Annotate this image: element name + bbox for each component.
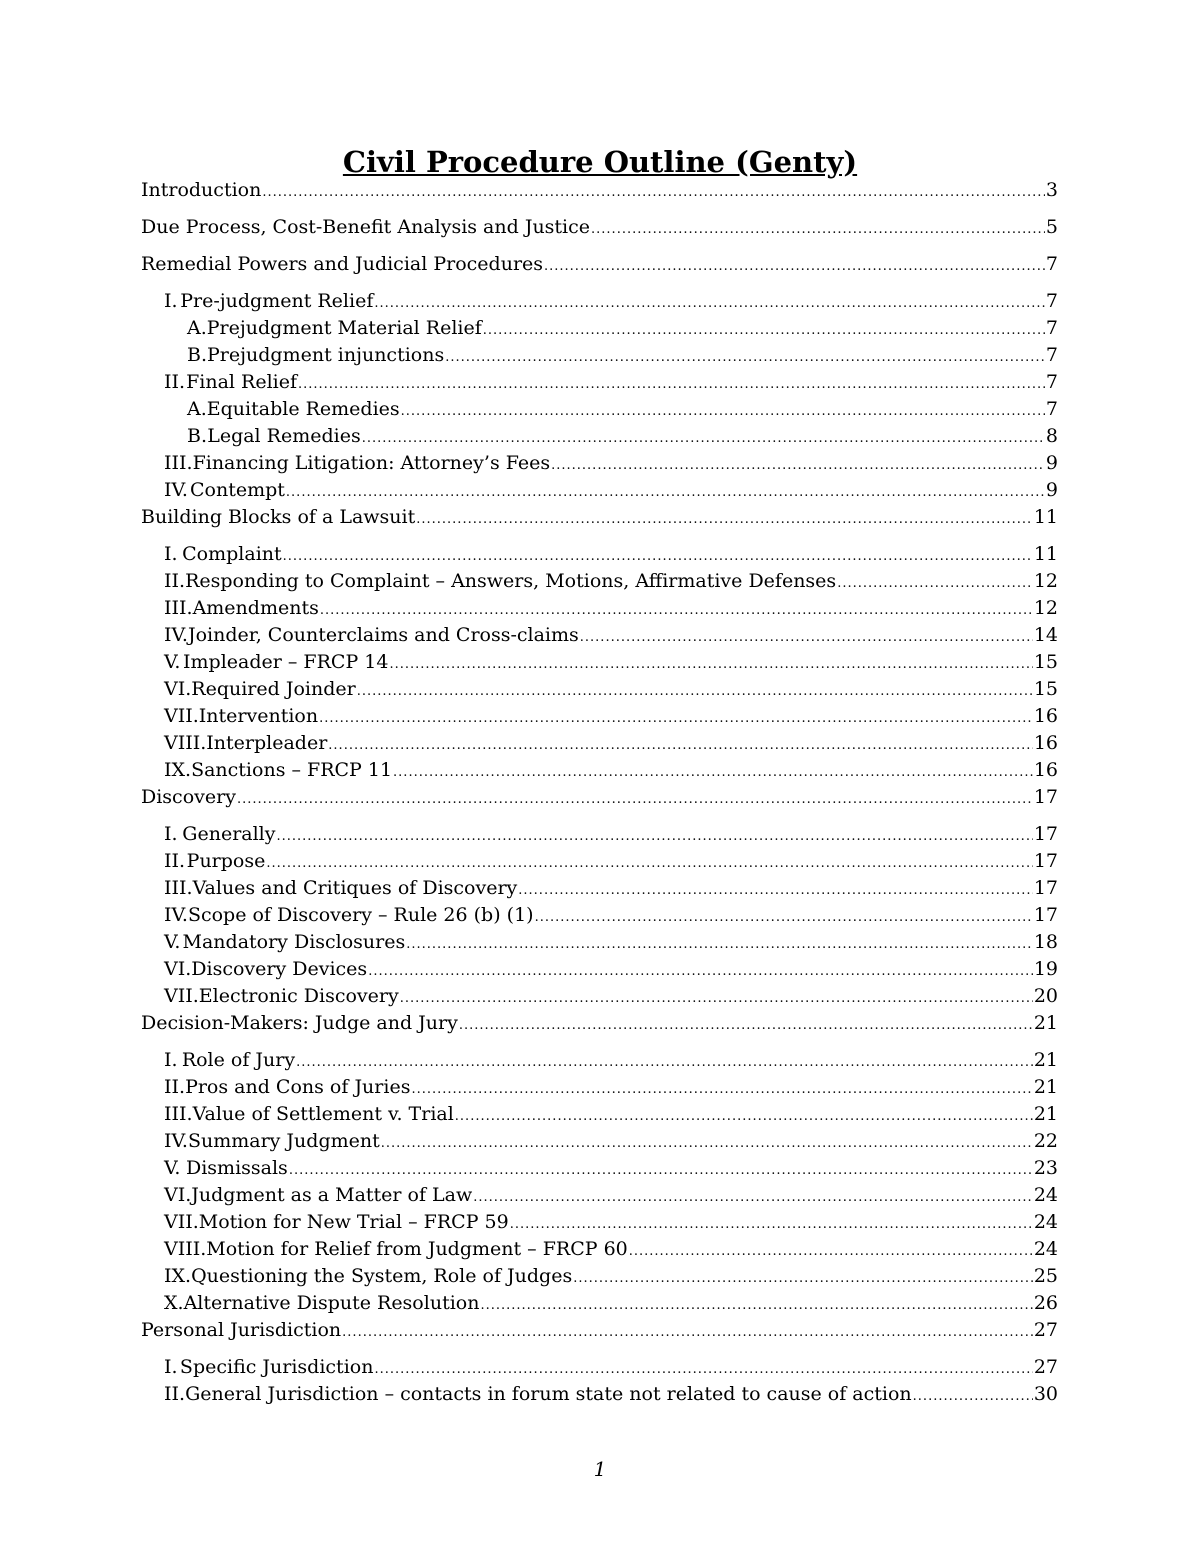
toc-section-entry[interactable] <box>141 1317 1058 1344</box>
toc-entry-label: Financing Litigation: Attorney’s Fees <box>192 452 551 474</box>
toc-dot-leader <box>473 1184 1033 1209</box>
toc-entry-page: 15 <box>1033 678 1058 700</box>
toc-dot-leader <box>262 179 1045 204</box>
toc-subsection-entry[interactable] <box>141 821 1058 848</box>
toc-dot-leader <box>374 1356 1032 1381</box>
toc-entry-number: I. <box>164 543 178 565</box>
toc-entry-page: 7 <box>1045 290 1058 312</box>
toc-entry-page: 21 <box>1033 1012 1058 1034</box>
toc-subsection-entry[interactable] <box>141 1381 1058 1408</box>
toc-entry-number: A. <box>187 398 207 420</box>
toc-entry-number: I. <box>164 1049 178 1071</box>
toc-entry-page: 24 <box>1033 1238 1058 1260</box>
toc-entry-label: Questioning the System, Role of Judges <box>191 1265 573 1287</box>
toc-dot-leader <box>319 705 1033 730</box>
toc-entry-page: 7 <box>1045 253 1058 275</box>
toc-subsection-entry[interactable] <box>141 595 1058 622</box>
toc-subsection-entry[interactable] <box>141 929 1058 956</box>
toc-entry-label: Dismissals <box>186 1157 288 1179</box>
toc-section-entry[interactable] <box>141 784 1058 811</box>
toc-dot-leader <box>320 597 1033 622</box>
toc-subsection-entry[interactable] <box>141 703 1058 730</box>
toc-dot-leader <box>535 904 1033 929</box>
toc-entry-number: IV. <box>164 624 188 646</box>
toc-entry-label: Values and Critiques of Discovery <box>192 877 518 899</box>
toc-subsection-entry[interactable] <box>141 956 1058 983</box>
toc-entry-page: 5 <box>1045 216 1058 238</box>
toc-entry-page: 24 <box>1033 1211 1058 1233</box>
toc-entry-label: Introduction <box>141 179 262 201</box>
toc-dot-leader <box>393 759 1033 784</box>
toc-dot-leader <box>342 1319 1033 1344</box>
toc-entry-page: 25 <box>1033 1265 1058 1287</box>
toc-entry-number: III. <box>164 877 193 899</box>
toc-dot-leader <box>286 479 1045 504</box>
toc-subsection-entry[interactable] <box>141 875 1058 902</box>
toc-dot-leader <box>837 570 1033 595</box>
toc-entry-page: 23 <box>1033 1157 1058 1179</box>
toc-entry-page: 12 <box>1033 597 1058 619</box>
toc-entry-label: Final Relief <box>186 371 297 393</box>
toc-entry-number: I. <box>164 1356 178 1378</box>
toc-dot-leader <box>400 985 1033 1010</box>
toc-entry-page: 7 <box>1045 344 1058 366</box>
toc-dot-leader <box>580 624 1033 649</box>
toc-entry-label: Equitable Remedies <box>206 398 400 420</box>
toc-entry-label: Mandatory Disclosures <box>182 931 406 953</box>
toc-entry-label: Motion for Relief from Judgment – FRCP 60 <box>206 1238 628 1260</box>
toc-subsection-entry[interactable] <box>141 1155 1058 1182</box>
toc-subitem-entry[interactable] <box>141 396 1058 423</box>
toc-dot-leader <box>445 344 1045 369</box>
toc-subitem-entry[interactable] <box>141 342 1058 369</box>
toc-entry-page: 17 <box>1033 877 1058 899</box>
toc-section-entry[interactable] <box>141 504 1058 531</box>
toc-entry-page: 7 <box>1045 371 1058 393</box>
toc-dot-leader <box>411 1076 1032 1101</box>
toc-subsection-entry[interactable] <box>141 1128 1058 1155</box>
toc-entry-label: Discovery Devices <box>191 958 368 980</box>
toc-subsection-entry[interactable] <box>141 1209 1058 1236</box>
toc-entry-page: 22 <box>1033 1130 1058 1152</box>
toc-entry-number: IV. <box>164 904 188 926</box>
toc-entry-page: 21 <box>1033 1103 1058 1125</box>
toc-entry-page: 17 <box>1033 850 1058 872</box>
toc-subsection-entry[interactable] <box>141 848 1058 875</box>
toc-entry-page: 24 <box>1033 1184 1058 1206</box>
toc-entry-page: 17 <box>1033 786 1058 808</box>
toc-entry-page: 19 <box>1033 958 1058 980</box>
toc-entry-page: 8 <box>1045 425 1058 447</box>
toc-dot-leader <box>289 1157 1033 1182</box>
toc-dot-leader <box>328 732 1033 757</box>
toc-entry-number: VI. <box>164 678 192 700</box>
toc-entry-page: 17 <box>1033 904 1058 926</box>
toc-entry-number: III. <box>164 1103 193 1125</box>
toc-entry-label: General Jurisdiction – contacts in forum state not related to cause of action <box>185 1383 912 1405</box>
toc-entry-label: Joinder, Counterclaims and Cross-claims <box>187 624 579 646</box>
toc-entry-label: Summary Judgment <box>187 1130 380 1152</box>
toc-entry-number: VIII. <box>164 1238 207 1260</box>
toc-entry-page: 26 <box>1033 1292 1058 1314</box>
toc-subsection-entry[interactable] <box>141 1182 1058 1209</box>
toc-entry-label: Discovery <box>141 786 236 808</box>
toc-subsection-entry[interactable] <box>141 1047 1058 1074</box>
toc-entry-label: Responding to Complaint – Answers, Motions, Affirmative Defenses <box>185 570 837 592</box>
toc-entry-label: Role of Jury <box>181 1049 296 1071</box>
toc-entry-page: 16 <box>1033 759 1058 781</box>
toc-entry-page: 18 <box>1033 931 1058 953</box>
toc-entry-label: Amendments <box>192 597 319 619</box>
toc-dot-leader <box>237 786 1033 811</box>
toc-entry-number: II. <box>164 1383 186 1405</box>
toc-entry-number: II. <box>164 850 186 872</box>
toc-entry-page: 30 <box>1033 1383 1058 1405</box>
toc-entry-number: III. <box>164 597 193 619</box>
toc-subsection-entry[interactable] <box>141 622 1058 649</box>
toc-dot-leader <box>591 216 1045 241</box>
toc-dot-leader <box>629 1238 1033 1263</box>
toc-dot-leader <box>551 452 1045 477</box>
toc-subsection-entry[interactable] <box>141 541 1058 568</box>
toc-entry-page: 27 <box>1033 1356 1058 1378</box>
toc-entry-label: Sanctions – FRCP 11 <box>191 759 393 781</box>
toc-entry-number: VII. <box>164 705 199 727</box>
toc-entry-label: Pros and Cons of Juries <box>185 1076 411 1098</box>
toc-entry-number: B. <box>187 425 208 447</box>
toc-entry-number: II. <box>164 371 186 393</box>
toc-entry-label: Remedial Powers and Judicial Procedures <box>141 253 544 275</box>
table-of-contents <box>141 177 1058 1408</box>
toc-entry-number: IX. <box>164 759 192 781</box>
toc-entry-page: 16 <box>1033 705 1058 727</box>
toc-entry-page: 14 <box>1033 624 1058 646</box>
toc-dot-leader <box>455 1103 1033 1128</box>
toc-entry-label: Interpleader <box>206 732 328 754</box>
toc-subsection-entry[interactable] <box>141 1263 1058 1290</box>
toc-dot-leader <box>510 1211 1033 1236</box>
toc-dot-leader <box>483 317 1045 342</box>
toc-dot-leader <box>296 1049 1033 1074</box>
toc-entry-label: Purpose <box>186 850 266 872</box>
toc-dot-leader <box>357 678 1033 703</box>
toc-subsection-entry[interactable] <box>141 568 1058 595</box>
toc-dot-leader <box>544 253 1045 278</box>
toc-entry-page: 21 <box>1033 1049 1058 1071</box>
toc-entry-page: 3 <box>1045 179 1058 201</box>
toc-entry-label: Required Joinder <box>191 678 356 700</box>
toc-section-entry[interactable] <box>141 251 1058 278</box>
toc-dot-leader <box>283 543 1033 568</box>
toc-entry-label: Intervention <box>198 705 319 727</box>
toc-subsection-entry[interactable] <box>141 730 1058 757</box>
toc-entry-label: Value of Settlement v. Trial <box>192 1103 454 1125</box>
toc-entry-number: B. <box>187 344 208 366</box>
toc-entry-number: V. <box>164 931 181 953</box>
toc-entry-label: Prejudgment injunctions <box>207 344 445 366</box>
toc-entry-page: 15 <box>1033 651 1058 673</box>
toc-entry-number: VIII. <box>164 732 207 754</box>
toc-entry-label: Decision-Makers: Judge and Jury <box>141 1012 458 1034</box>
toc-entry-page: 21 <box>1033 1076 1058 1098</box>
toc-entry-number: II. <box>164 570 186 592</box>
toc-subsection-entry[interactable] <box>141 1101 1058 1128</box>
toc-entry-page: 20 <box>1033 985 1058 1007</box>
page-title: Civil Procedure Outline (Genty) <box>342 145 858 179</box>
toc-entry-number: V. <box>164 1157 181 1179</box>
toc-entry-page: 16 <box>1033 732 1058 754</box>
toc-entry-label: Motion for New Trial – FRCP 59 <box>198 1211 509 1233</box>
toc-entry-number: I. <box>164 823 178 845</box>
toc-entry-page: 27 <box>1033 1319 1058 1341</box>
toc-entry-label: Generally <box>182 823 276 845</box>
toc-entry-label: Alternative Dispute Resolution <box>183 1292 480 1314</box>
toc-dot-leader <box>389 651 1032 676</box>
toc-entry-page: 7 <box>1045 398 1058 420</box>
toc-section-entry[interactable] <box>141 177 1058 204</box>
toc-dot-leader <box>480 1292 1032 1317</box>
toc-entry-page: 11 <box>1033 543 1058 565</box>
toc-entry-label: Specific Jurisdiction <box>179 1356 374 1378</box>
toc-dot-leader <box>459 1012 1033 1037</box>
toc-subitem-entry[interactable] <box>141 423 1058 450</box>
toc-entry-number: VI. <box>164 958 192 980</box>
toc-entry-page: 9 <box>1045 479 1058 501</box>
toc-entry-label: Due Process, Cost-Benefit Analysis and Justice <box>141 216 591 238</box>
toc-entry-number: A. <box>187 317 207 339</box>
toc-entry-number: IV. <box>164 1130 188 1152</box>
toc-subsection-entry[interactable] <box>141 1074 1058 1101</box>
toc-subsection-entry[interactable] <box>141 757 1058 784</box>
toc-dot-leader <box>573 1265 1033 1290</box>
toc-entry-label: Pre-judgment Relief <box>180 290 374 312</box>
toc-entry-page: 17 <box>1033 823 1058 845</box>
toc-subsection-entry[interactable] <box>141 902 1058 929</box>
toc-entry-number: VII. <box>164 1211 199 1233</box>
toc-subsection-entry[interactable] <box>141 676 1058 703</box>
toc-entry-number: VII. <box>164 985 199 1007</box>
toc-section-entry[interactable] <box>141 1010 1058 1037</box>
toc-dot-leader <box>277 823 1033 848</box>
toc-subsection-entry[interactable] <box>141 649 1058 676</box>
toc-dot-leader <box>362 425 1045 450</box>
page-number: 1 <box>593 1457 607 1481</box>
toc-entry-label: Building Blocks of a Lawsuit <box>141 506 416 528</box>
toc-entry-label: Judgment as a Matter of Law <box>191 1184 473 1206</box>
toc-entry-page: 11 <box>1033 506 1058 528</box>
toc-dot-leader <box>913 1383 1033 1408</box>
toc-entry-label: Contempt <box>190 479 285 501</box>
toc-dot-leader <box>368 958 1033 983</box>
toc-entry-number: III. <box>164 452 193 474</box>
toc-entry-number: II. <box>164 1076 186 1098</box>
toc-entry-page: 9 <box>1045 452 1058 474</box>
toc-subsection-entry[interactable] <box>141 1236 1058 1263</box>
toc-entry-number: IV. <box>164 479 188 501</box>
toc-entry-number: I. <box>164 290 178 312</box>
toc-dot-leader <box>381 1130 1033 1155</box>
toc-subsection-entry[interactable] <box>141 1290 1058 1317</box>
toc-subsection-entry[interactable] <box>141 288 1058 315</box>
toc-entry-number: X. <box>164 1292 184 1314</box>
toc-entry-label: Legal Remedies <box>207 425 361 447</box>
toc-dot-leader <box>374 290 1045 315</box>
toc-dot-leader <box>518 877 1033 902</box>
toc-entry-page: 12 <box>1033 570 1058 592</box>
toc-entry-number: IX. <box>164 1265 192 1287</box>
toc-dot-leader <box>266 850 1032 875</box>
toc-dot-leader <box>401 398 1045 423</box>
toc-subsection-entry[interactable] <box>141 983 1058 1010</box>
toc-entry-label: Personal Jurisdiction <box>141 1319 342 1341</box>
toc-subitem-entry[interactable] <box>141 315 1058 342</box>
toc-subsection-entry[interactable] <box>141 1354 1058 1381</box>
toc-entry-number: VI. <box>164 1184 192 1206</box>
toc-subsection-entry[interactable] <box>141 369 1058 396</box>
toc-dot-leader <box>406 931 1033 956</box>
toc-entry-label: Prejudgment Material Relief <box>206 317 482 339</box>
toc-dot-leader <box>298 371 1045 396</box>
toc-dot-leader <box>416 506 1033 531</box>
toc-subsection-entry[interactable] <box>141 477 1058 504</box>
toc-section-entry[interactable] <box>141 214 1058 241</box>
toc-subsection-entry[interactable] <box>141 450 1058 477</box>
toc-entry-page: 7 <box>1045 317 1058 339</box>
toc-entry-label: Scope of Discovery – Rule 26 (b) (1) <box>187 904 534 926</box>
toc-entry-label: Impleader – FRCP 14 <box>183 651 389 673</box>
toc-entry-label: Electronic Discovery <box>198 985 399 1007</box>
toc-entry-number: V. <box>164 651 181 673</box>
toc-entry-label: Complaint <box>182 543 282 565</box>
